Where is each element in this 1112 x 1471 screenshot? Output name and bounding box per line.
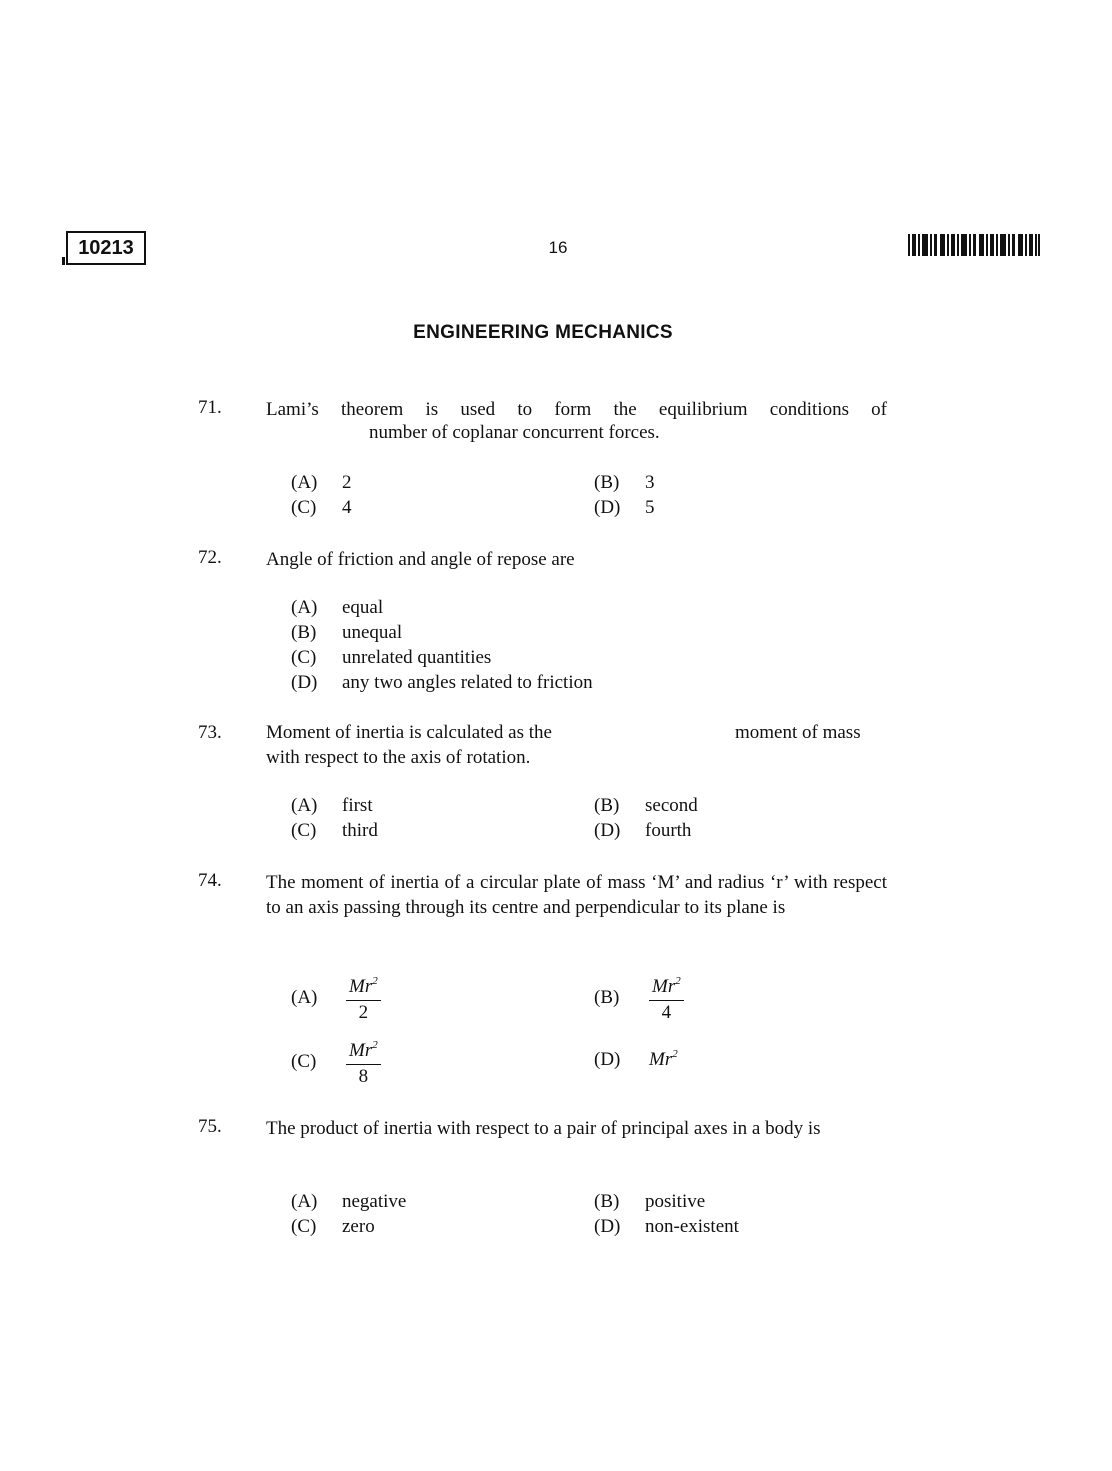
fraction-denominator: 8 [358,1066,369,1087]
option-text: 3 [645,472,655,493]
option-c [291,1034,381,1089]
option-text: 5 [645,497,655,518]
option-label: (B) [594,1191,620,1212]
paper-code-tick [62,257,65,265]
option-label: (D) [594,820,621,841]
option-b [594,970,684,1025]
option-text: second [645,795,698,816]
question-number: 75. [198,1116,222,1137]
option-a [291,795,373,817]
option-text: positive [645,1191,706,1212]
question-number: 74. [198,870,222,891]
question-stem: Angle of friction and angle of repose are [266,549,575,570]
option-text: non-existent [645,1216,739,1237]
page-number: 16 [548,238,568,257]
option-text: 2 [342,472,352,493]
option-c [291,1216,375,1238]
question-stem-line: number of coplanar concurrent forces. [369,422,660,443]
option-text: 4 [342,497,352,518]
option-d [594,497,655,519]
option-text: unequal [342,622,403,643]
option-text: unrelated quantities [342,647,492,668]
option-b [291,622,402,644]
option-label: (C) [291,497,317,518]
question-stem-line: with respect to the axis of rotation. [266,747,531,768]
option-c [291,820,378,842]
option-text: fourth [645,820,692,841]
expression [649,1049,678,1070]
fraction-numerator: Mr [652,976,676,997]
question-stem-line: Moment of inertia is calculated as the [266,722,552,743]
question-number: 73. [198,722,222,743]
option-label: (B) [594,986,620,1008]
option-a [291,597,383,619]
option-c [291,647,491,669]
option-b [594,472,655,494]
option-text: zero [342,1216,375,1237]
option-label: (C) [291,647,317,668]
exponent: 2 [672,1048,678,1060]
paper-code: 10213 [66,231,146,265]
option-label: (A) [291,472,318,493]
option-b [594,795,698,817]
exponent: 2 [372,1039,378,1051]
option-label: (B) [291,622,317,643]
option-a [291,1191,406,1213]
exponent: 2 [372,975,378,987]
option-label: (D) [594,1049,621,1070]
fraction-denominator: 4 [661,1002,672,1023]
option-label: (A) [291,986,318,1008]
option-label: (B) [594,795,620,816]
option-label: (C) [291,1216,317,1237]
question-stem: The moment of inertia of a circular plate of mass ‘M’ and radius ‘r’ with respect to an axis passing through its centre and perpendicular to its plane is [266,872,887,918]
exponent: 2 [675,975,681,987]
option-label: (D) [594,497,621,518]
option-text: any two angles related to friction [342,672,593,693]
fraction [649,970,684,1025]
option-label: (C) [291,820,317,841]
option-label: (C) [291,1050,317,1072]
option-a [291,472,352,494]
section-title: ENGINEERING MECHANICS [413,322,673,343]
option-text: first [342,795,373,816]
option-text: third [342,820,378,841]
option-label: (D) [291,672,318,693]
fraction [346,970,381,1025]
question-stem: The product of inertia with respect to a pair of principal axes in a body is [266,1118,821,1139]
option-label: (A) [291,597,318,618]
option-label: (D) [594,1216,621,1237]
expression-base: Mr [649,1049,673,1070]
option-d [594,1216,739,1238]
question-number: 72. [198,547,222,568]
option-c [291,497,352,519]
fraction-numerator: Mr [349,976,373,997]
option-b [594,1191,705,1213]
barcode-icon [908,234,1040,256]
option-text: negative [342,1191,407,1212]
option-a [291,970,381,1025]
option-label: (B) [594,472,620,493]
option-d [594,820,691,842]
fraction [346,1034,381,1089]
option-d [594,1048,678,1071]
option-label: (A) [291,1191,318,1212]
option-d [291,672,593,694]
question-stem-line: moment of mass [735,722,861,743]
fraction-numerator: Mr [349,1040,373,1061]
question-stem-line: Lami’s theorem is used to form the equilibrium conditions of [266,399,887,420]
option-text: equal [342,597,384,618]
fraction-denominator: 2 [358,1002,369,1023]
option-label: (A) [291,795,318,816]
question-number: 71. [198,397,222,418]
